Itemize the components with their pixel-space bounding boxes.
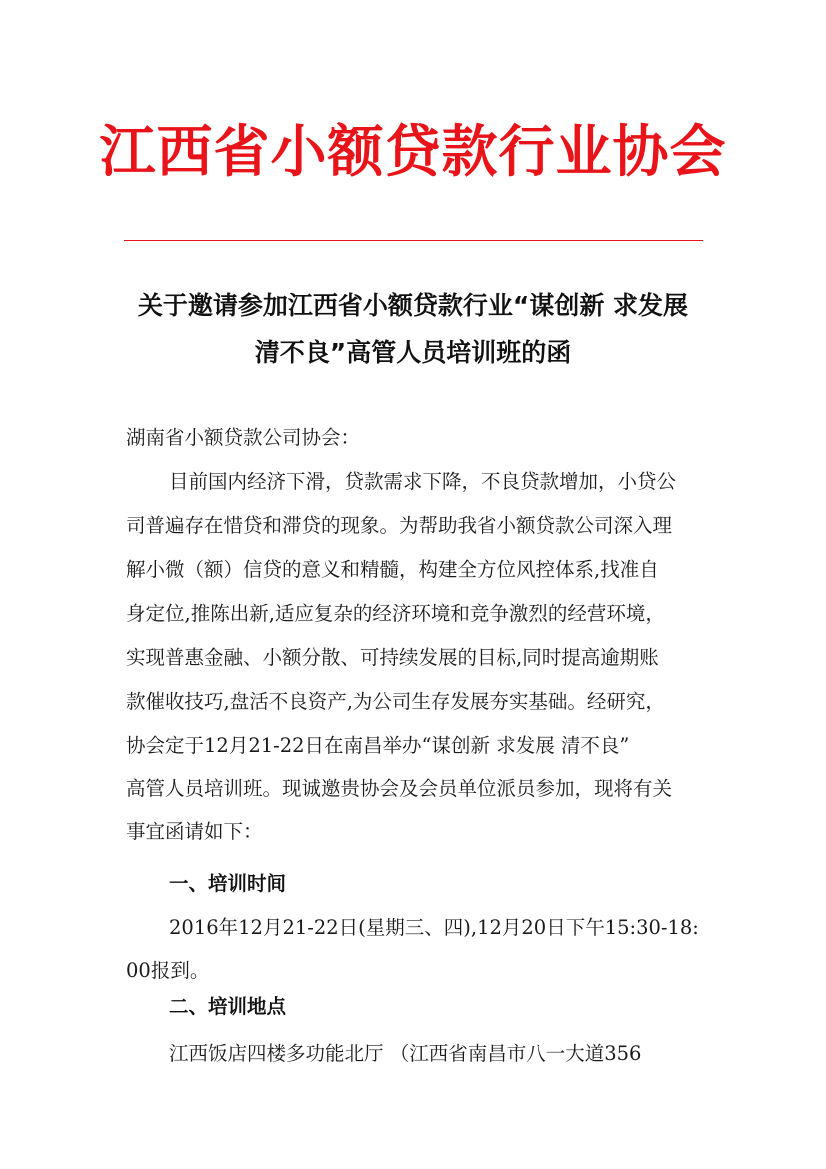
paragraph-line: 协会定于12月21-22日在南昌举办“谋创新 求发展 清不良” <box>126 734 630 757</box>
section-heading: 一、培训时间 <box>169 872 287 895</box>
paragraph-line: 实现普惠金融、小额分散、可持续发展的目标,同时提高逾期账 <box>126 646 659 669</box>
section-line: 00报到。 <box>126 959 210 982</box>
title-line-2: 清不良”高管人员培训班的函 <box>254 338 572 367</box>
salutation: 湖南省小额贷款公司协会： <box>126 426 361 449</box>
paragraph-line: 款催收技巧,盘活不良资产,为公司生存发展夯实基础。经研究， <box>126 690 665 713</box>
section-heading: 二、培训地点 <box>169 995 287 1018</box>
section-line: 江西饭店四楼多功能北厅 （江西省南昌市八一大道356 <box>169 1042 642 1065</box>
paragraph-line: 高管人员培训班。现诚邀贵协会及会员单位派员参加，现将有关 <box>126 777 673 800</box>
paragraph-line: 身定位,推陈出新,适应复杂的经济环境和竞争激烈的经营环境， <box>126 602 665 625</box>
title-line-1: 关于邀请参加江西省小额贷款行业“谋创新 求发展 <box>137 291 689 320</box>
letterhead-org-name: 江西省小额贷款行业协会 <box>99 119 727 185</box>
paragraph-line: 事宜函请如下： <box>126 820 263 843</box>
letterhead-divider <box>124 240 703 241</box>
section-line: 2016年12月21-22日(星期三、四),12月20日下午15:30-18: <box>169 916 699 939</box>
paragraph-line: 解小微（额）信贷的意义和精髓，构建全方位风控体系,找准自 <box>126 558 659 581</box>
paragraph-line: 司普遍存在惜贷和滞贷的现象。为帮助我省小额贷款公司深入理 <box>126 514 673 537</box>
paragraph-line: 目前国内经济下滑，贷款需求下降，不良贷款增加，小贷公 <box>169 470 677 493</box>
